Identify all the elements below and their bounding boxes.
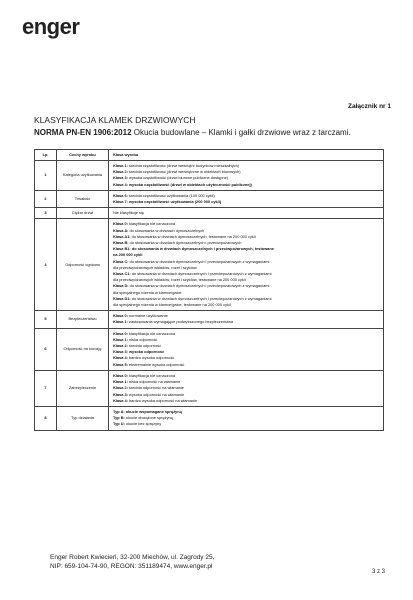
row-feature: Trwałość [57, 190, 109, 207]
norm-description: Okucia budowlane – Klamki i gałki drzwiowe wraz z tarczami. [133, 128, 351, 137]
class-label: Typ U: [113, 421, 125, 427]
class-line [113, 210, 379, 216]
row-classes [109, 370, 384, 406]
row-number: 4 [35, 219, 57, 311]
class-text: niska odporność [127, 336, 158, 342]
table-row [35, 208, 384, 219]
table-row [35, 328, 384, 370]
class-label: Klasa D1: [113, 295, 131, 301]
class-text: Nie klasyfikuje się [113, 210, 144, 216]
table-row [35, 370, 384, 406]
row-feature: Bezpieczeństwo [57, 311, 109, 328]
class-text: klasyfikacja nie oznaczona [127, 330, 176, 336]
class-label: Klasa 7: [113, 199, 128, 205]
class-text: wysoka odporność [127, 349, 165, 355]
class-label: Klasa A: [113, 227, 129, 233]
class-label: Klasa D: [113, 283, 129, 289]
class-text: okucie obciążone sprężyną [124, 415, 173, 421]
class-label: Klasa 0: [113, 221, 128, 227]
class-label: Klasa 1: [113, 336, 128, 342]
class-label: Klasa 5: [113, 361, 128, 367]
class-text: do stosowania w drzwiach dymoszczelnych i przeciwpożarowych z wymaganiami [128, 283, 270, 289]
norm-code: NORMA PN-EN 1906:2012 [34, 128, 132, 137]
footer-line-2: NIP: 659-104-74-90, REGON: 351189474, www.enger.pl [50, 562, 213, 570]
row-feature: Kategoria użytkowania [57, 161, 109, 191]
class-label: Klasa 1: [113, 163, 128, 168]
class-label: Klasa A1: [113, 233, 131, 239]
class-line [113, 362, 379, 368]
class-line [113, 302, 379, 308]
class-text: dla przeciwpożarowych wkładów, rozet i szyldów, testowane na 200 000 cykli [113, 277, 246, 283]
class-text: wysoka częstotliwość (drzwi w obiektach użyteczności publicznej) [127, 181, 252, 187]
row-feature: Odporność ogniowa [57, 219, 109, 311]
page-number: 3 z 3 [371, 569, 385, 575]
class-label: Klasa 3: [113, 349, 128, 355]
header-klasa: Klasa wyrobu [109, 150, 384, 161]
class-label: Klasa 4: [113, 397, 128, 403]
header-cecha: Cechy wyrobu [57, 150, 109, 161]
norm-line [34, 128, 351, 137]
class-label: Klasa 3: [113, 391, 128, 397]
class-line [113, 398, 379, 404]
row-feature: Ciężar drzwi [57, 208, 109, 219]
row-number: 3 [35, 208, 57, 219]
class-text: klasyfikacja nie oznaczona [127, 221, 176, 227]
row-classes [109, 208, 384, 219]
class-text: średnia częstotliwość użytkowania (100 000 cykli) [127, 192, 215, 198]
annex-label: Załącznik nr 1 [348, 103, 391, 110]
row-classes [109, 190, 384, 207]
class-text: ekstremalnie wysoka odporność [127, 361, 185, 367]
row-number: 8 [35, 406, 57, 430]
class-label: Klasa 2: [113, 343, 128, 349]
class-label: Klasa 0: [113, 313, 128, 319]
class-label: Klasa 3: [113, 175, 128, 181]
row-feature: Zabezpieczenie [57, 370, 109, 406]
row-number: 7 [35, 370, 57, 406]
document-title: KLASYFIKACJA KLAMEK DRZWIOWYCH [34, 115, 196, 125]
class-text: wysoka częstotliwość użytkowania (200 000 cykli) [127, 199, 222, 205]
class-text: średnia częstotliwość (drzwi wewnątrz budynków mieszkalnych) [127, 163, 240, 168]
class-text: wysoka częstotliwość (drzwi biurowe publiczne dostępne) [127, 175, 229, 181]
class-text: dla specjalnego rdzenia w klamce/gałce [113, 289, 182, 295]
class-line [113, 199, 379, 205]
class-label: Klasa C: [113, 258, 129, 264]
row-number: 1 [35, 161, 57, 191]
class-text: okucie wspomagane sprężyną [124, 408, 182, 414]
class-label: Klasa B1: [113, 246, 131, 252]
class-text: do stosowania w drzwiach dymoszczelnych i przeciwpożarowych z wymaganiami [128, 258, 270, 264]
class-text: dla specjalnego rdzenia w klamce/gałce, testowane na 200 000 cykli [113, 302, 231, 308]
row-classes [109, 161, 384, 191]
class-text: niska odporność na włamanie [127, 379, 181, 385]
row-classes [109, 328, 384, 370]
table-header-row [35, 150, 384, 161]
row-feature: Odporność na korozję [57, 328, 109, 370]
table-row [35, 161, 384, 191]
class-label: Klasa 2: [113, 169, 128, 175]
class-text: do stosowania w drzwiach dymoszczelnych i przeciwpożarowych z wymaganiami [130, 271, 272, 277]
row-classes [109, 406, 384, 430]
table-row [35, 219, 384, 311]
class-text: do stosowania w drzwiach dymoszczelnych i przeciwpożarowych z wymaganiami [130, 295, 272, 301]
class-text: do stosowania w drzwiach dymoszczelnych [128, 227, 205, 233]
class-text: dla przeciwpożarowych wkładów, rozet i szyldów [113, 264, 197, 270]
row-number: 6 [35, 328, 57, 370]
class-line [113, 421, 379, 427]
class-label: Klasa B: [113, 240, 129, 246]
company-logo: enger [22, 14, 80, 39]
class-text: bardzo wysoka odporność [127, 355, 175, 361]
class-line [113, 319, 379, 325]
class-label: Klasa 1: [113, 319, 128, 325]
header-lp: Lp. [35, 150, 57, 161]
footer-line-1: Enger Robert Kwiecień, 32-200 Miechów, ul. Zagrody 25, [50, 554, 215, 561]
classification-table [34, 149, 384, 431]
class-label: Typ B: [113, 415, 125, 421]
class-label: Klasa 4: [113, 181, 128, 187]
class-text: normalne użytkowanie [127, 313, 168, 319]
footer-address [50, 554, 214, 571]
row-number: 2 [35, 190, 57, 207]
class-text: bardzo wysoka odporność na włamanie [127, 397, 198, 403]
class-text: zastosowania wymagające podwyższonego bezpieczeństwa [127, 319, 234, 325]
class-label: Typ A: [113, 408, 125, 414]
row-classes [109, 311, 384, 328]
class-label: Klasa 0: [113, 372, 128, 378]
table-body [35, 161, 384, 431]
class-label: Klasa 4: [113, 355, 128, 361]
table-row [35, 311, 384, 328]
class-text: średnia odporność [127, 343, 162, 349]
table-row [35, 406, 384, 430]
class-text: na 200 000 cykli [113, 252, 143, 258]
class-text: średnia odporność na włamanie [127, 385, 184, 391]
class-text: okucie bez sprężyny [124, 421, 162, 427]
class-label: Klasa 1: [113, 379, 128, 385]
class-text: wysoka odporność na włamanie [127, 391, 185, 397]
row-number: 5 [35, 311, 57, 328]
class-label: Klasa C1: [113, 271, 131, 277]
class-text: średnia częstotliwość (drzwi wewnętrzne w obiektach biurowych) [127, 169, 241, 175]
row-classes [109, 219, 384, 311]
class-label: Klasa 2: [113, 385, 128, 391]
class-label: Klasa 0: [113, 330, 128, 336]
class-text: do stosowania w drzwiach dymoszczelnych i przeciwpożarowych, testowane [130, 246, 274, 252]
table-row [35, 190, 384, 207]
class-label: Klasa 6: [113, 192, 128, 198]
class-text: klasyfikacja nie oznaczona [127, 372, 176, 378]
class-text: do stosowania w drzwiach dymoszczelnych, testowane na 200 000 cykli [130, 233, 256, 239]
class-text: do stosowania w drzwiach dymoszczelnych i przeciwpożarowych [128, 240, 242, 246]
row-feature: Typ działania [57, 406, 109, 430]
class-line [113, 182, 379, 188]
